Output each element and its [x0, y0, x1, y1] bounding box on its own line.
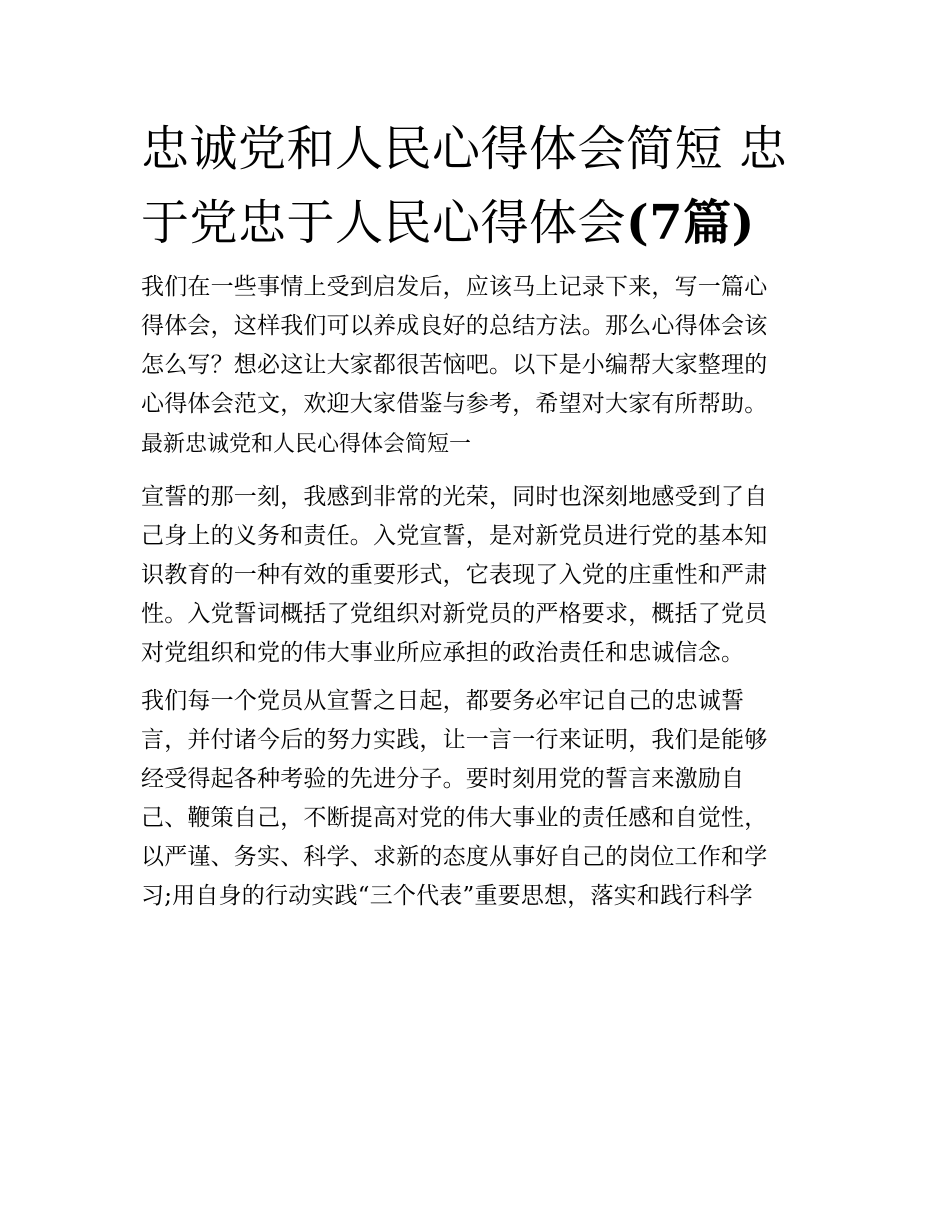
paragraph-line: 识教育的一种有效的重要形式，它表现了入党的庄重性和严肃 [141, 562, 768, 588]
paragraph-line: 己、鞭策自己，不断提高对党的伟大事业的责任感和自觉性， [141, 805, 768, 831]
document-title [141, 112, 821, 260]
body-paragraph-2 [141, 682, 821, 916]
paragraph-line: 对党组织和党的伟大事业所应承担的政治责任和忠诚信念。 [141, 640, 745, 666]
title-line-1: 忠诚党和人民心得体会简短 忠 [141, 121, 788, 177]
title-line-2-text: 于党忠于人民心得体会 [141, 195, 627, 251]
title-line-2-suffix: (7篇) [626, 195, 755, 251]
paragraph-line: 宣誓的那一刻，我感到非常的光荣，同时也深刻地感受到了自 [141, 484, 768, 510]
paragraph-line: 以严谨、务实、科学、求新的态度从事好自己的岗位工作和学 [141, 844, 768, 870]
paragraph-line: 我们每一个党员从宣誓之日起，都要务必牢记自己的忠诚誓 [141, 688, 745, 714]
paragraph-line: 言，并付诸今后的努力实践，让一言一行来证明，我们是能够 [141, 727, 768, 753]
intro-line: 怎么写？想必这让大家都很苦恼吧。以下是小编帮大家整理的 [141, 352, 768, 378]
intro-paragraph [141, 268, 821, 424]
intro-line: 心得体会范文，欢迎大家借鉴与参考，希望对大家有所帮助。 [141, 391, 768, 417]
paragraph-line: 性。入党誓词概括了党组织对新党员的严格要求，概括了党员 [141, 601, 768, 627]
title-line-2 [141, 186, 821, 260]
paragraph-line: 己身上的义务和责任。入党宣誓，是对新党员进行党的基本知 [141, 523, 768, 549]
intro-line: 我们在一些事情上受到启发后，应该马上记录下来，写一篇心 [141, 274, 768, 300]
paragraph-line: 习;用自身的行动实践“三个代表”重要思想，落实和践行科学 [141, 883, 753, 909]
paragraph-line: 经受得起各种考验的先进分子。要时刻用党的誓言来激励自 [141, 766, 745, 792]
section-heading: 最新忠诚党和人民心得体会简短一 [141, 432, 472, 457]
intro-line: 得体会，这样我们可以养成良好的总结方法。那么心得体会该 [141, 313, 768, 339]
body-paragraph-1 [141, 478, 821, 673]
document-content [141, 112, 821, 916]
